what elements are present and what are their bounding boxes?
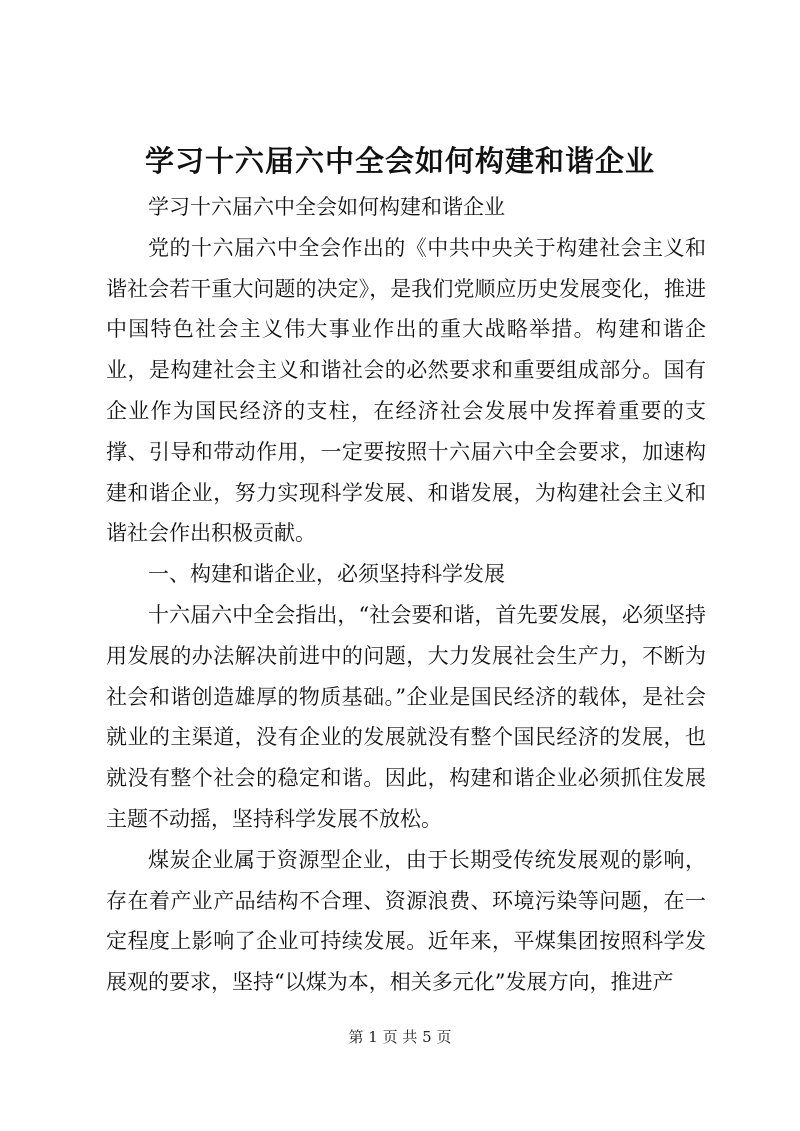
body-paragraph: 煤炭企业属于资源型企业，由于长期受传统发展观的影响，存在着产业产品结构不合理、资源浪费、环境污染等问题，在一定程度上影响了企业可持续发展。近年来，平煤集团按照科学发展观的要求，坚持“以煤为本，相关多元化”发展方向，推进产	[106, 847, 706, 995]
document-body	[106, 187, 706, 1003]
page-footer: 第 1 页 共 5 页	[348, 1028, 452, 1046]
intro-paragraph: 党的十六届六中全会作出的《中共中央关于构建社会主义和谐社会若干重大问题的决定》，是我们党顺应历史发展变化，推进中国特色社会主义伟大事业作出的重大战略举措。构建和谐企业，是构建社会主义和谐社会的必然要求和重要组成部分。国有企业作为国民经济的支柱，在经济社会发展中发挥着重要的支撑、引导和带动作用，一定要按照十六届六中全会要求，加速构建和谐企业，努力实现科学发展、和谐发展，为构建社会主义和谐社会作出积极贡献。	[106, 235, 706, 546]
section-heading: 一、构建和谐企业，必须坚持科学发展	[148, 562, 505, 587]
body-paragraph: 十六届六中全会指出，“社会要和谐，首先要发展，必须坚持用发展的办法解决前进中的问题，大力发展社会生产力，不断为社会和谐创造雄厚的物质基础。”企业是国民经济的载体，是社会就业的主渠道，没有企业的发展就没有整个国民经济的发展，也就没有整个社会的稳定和谐。因此，构建和谐企业必须抓住发展主题不动摇，坚持科学发展不放松。	[106, 602, 706, 831]
subtitle-paragraph: 学习十六届六中全会如何构建和谐企业	[148, 195, 505, 219]
document-title: 学习十六届六中全会如何构建和谐企业	[144, 144, 655, 178]
